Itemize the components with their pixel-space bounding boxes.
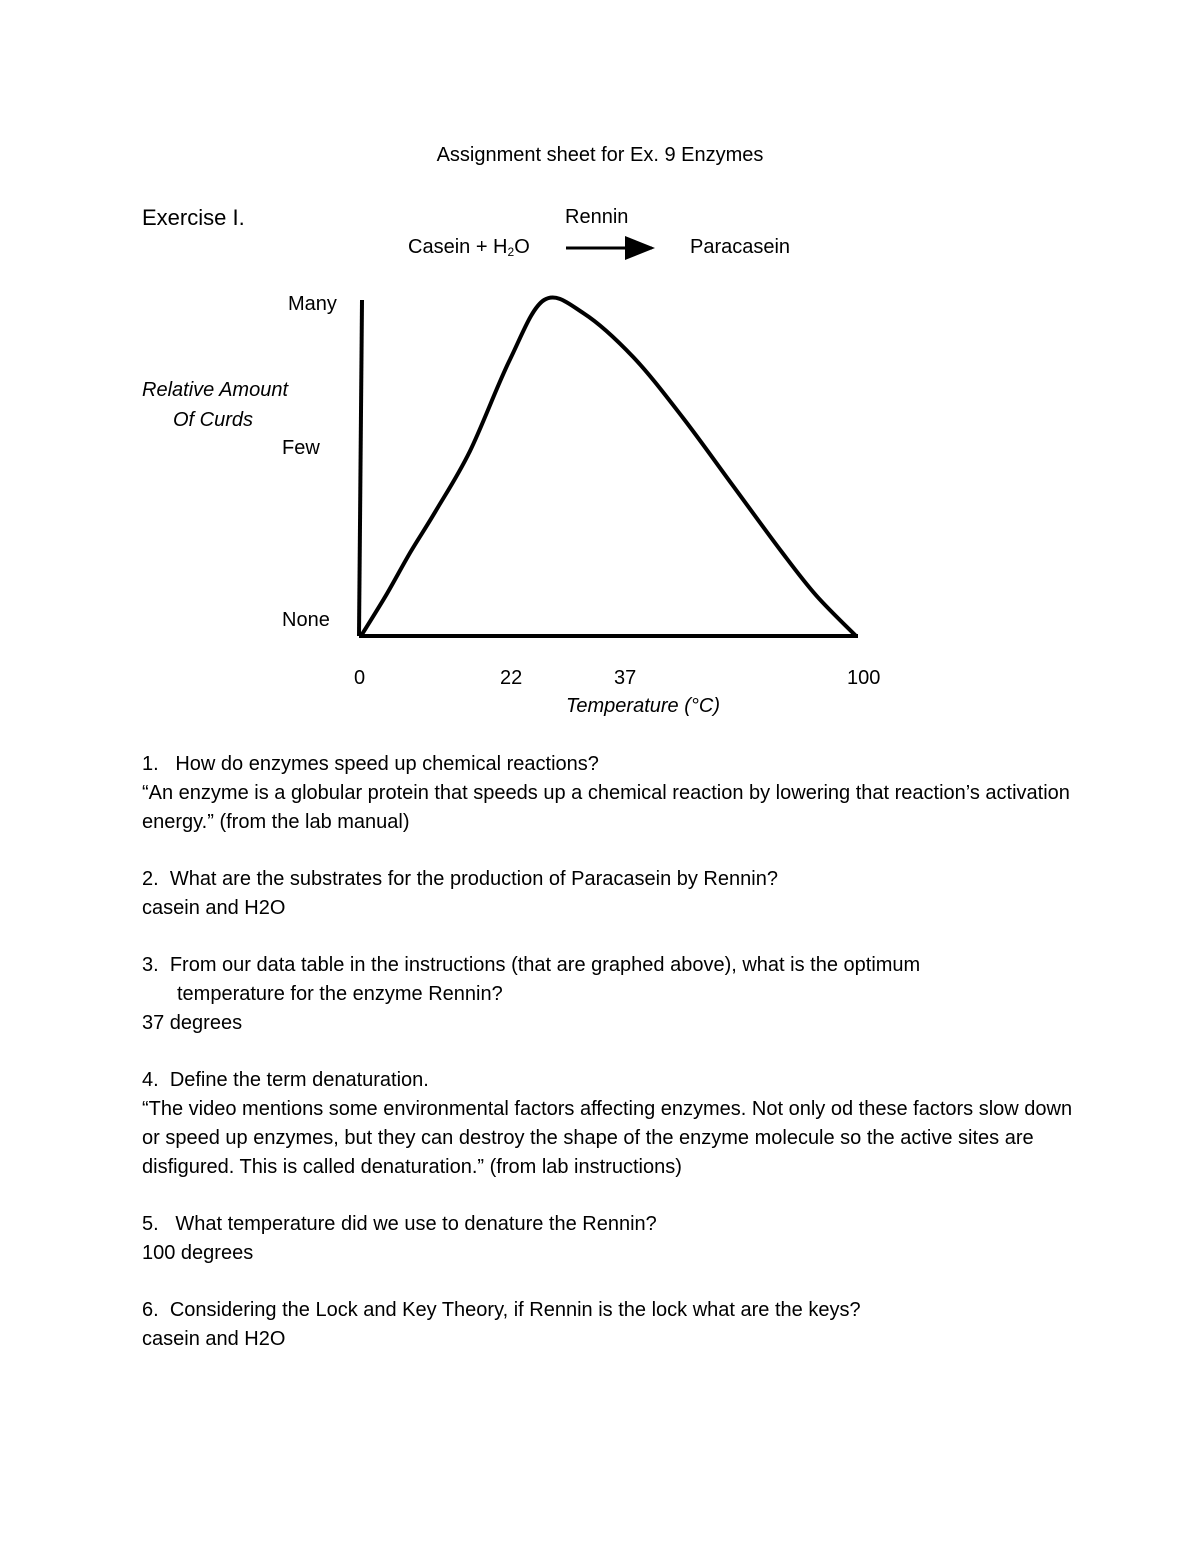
curve-group <box>361 297 856 636</box>
question-text: How do enzymes speed up chemical reactions? <box>175 753 599 775</box>
answer-text: casein and H2O <box>142 897 286 919</box>
question-text-continued: temperature for the enzyme Rennin? <box>177 983 503 1005</box>
reactants-post: O <box>514 236 530 258</box>
question-text: Considering the Lock and Key Theory, if Rennin is the lock what are the keys? <box>169 1299 861 1321</box>
answer-text: “The video mentions some environmental factors affecting enzymes. Not only od these factors slow down or speed up enzymes, but they can destroy the shape of the enzyme molecule so the active sites are disfigured. This is called denaturation.” (from lab instructions) <box>142 1098 1073 1178</box>
enzyme-label: Rennin <box>565 206 629 228</box>
y-tick-many: Many <box>288 293 337 315</box>
question-number: 3. <box>142 954 159 976</box>
question-number: 2. <box>142 868 159 890</box>
y-axis-line <box>359 300 362 636</box>
question-block-4 <box>142 1066 1082 1182</box>
reactants-pre: Casein + H <box>408 236 508 258</box>
answer-text: 100 degrees <box>142 1242 254 1264</box>
reactants-sub: 2 <box>507 245 515 259</box>
question-block-2 <box>142 865 1082 923</box>
answer-text: “An enzyme is a globular protein that speeds up a chemical reaction by lowering that reaction’s activation energy.” (from the lab manual) <box>142 782 1070 833</box>
question-number: 4. <box>142 1069 159 1091</box>
question-block-1 <box>142 750 1082 837</box>
question-block-5 <box>142 1210 1082 1268</box>
curds-temperature-curve <box>361 297 856 636</box>
x-axis-label: Temperature (°C) <box>566 695 720 717</box>
question-block-6 <box>142 1296 1082 1354</box>
question-number: 5. <box>142 1213 159 1235</box>
answer-text: 37 degrees <box>142 1012 243 1034</box>
enzyme-temperature-graph <box>0 0 1200 760</box>
x-tick-0: 0 <box>354 667 366 689</box>
question-text: What temperature did we use to denature the Rennin? <box>175 1213 657 1235</box>
page-title: Assignment sheet for Ex. 9 Enzymes <box>436 144 764 166</box>
y-axis-label-line2: Of Curds <box>173 409 254 431</box>
exercise-heading: Exercise I. <box>142 205 245 230</box>
question-number: 1. <box>142 753 159 775</box>
question-text: From our data table in the instructions (that are graphed above), what is the optimum <box>169 954 921 976</box>
question-number: 6. <box>142 1299 159 1321</box>
product-label: Paracasein <box>690 236 791 258</box>
x-tick-37: 37 <box>614 667 637 689</box>
x-tick-100: 100 <box>847 667 881 689</box>
answer-text: casein and H2O <box>142 1328 286 1350</box>
x-tick-22: 22 <box>500 667 523 689</box>
question-text: Define the term denaturation. <box>169 1069 429 1091</box>
y-tick-none: None <box>282 609 330 631</box>
y-tick-few: Few <box>282 437 320 459</box>
question-block-3 <box>142 951 1082 1038</box>
question-text: What are the substrates for the production of Paracasein by Rennin? <box>169 868 778 890</box>
y-axis-label-line1: Relative Amount <box>142 379 288 401</box>
